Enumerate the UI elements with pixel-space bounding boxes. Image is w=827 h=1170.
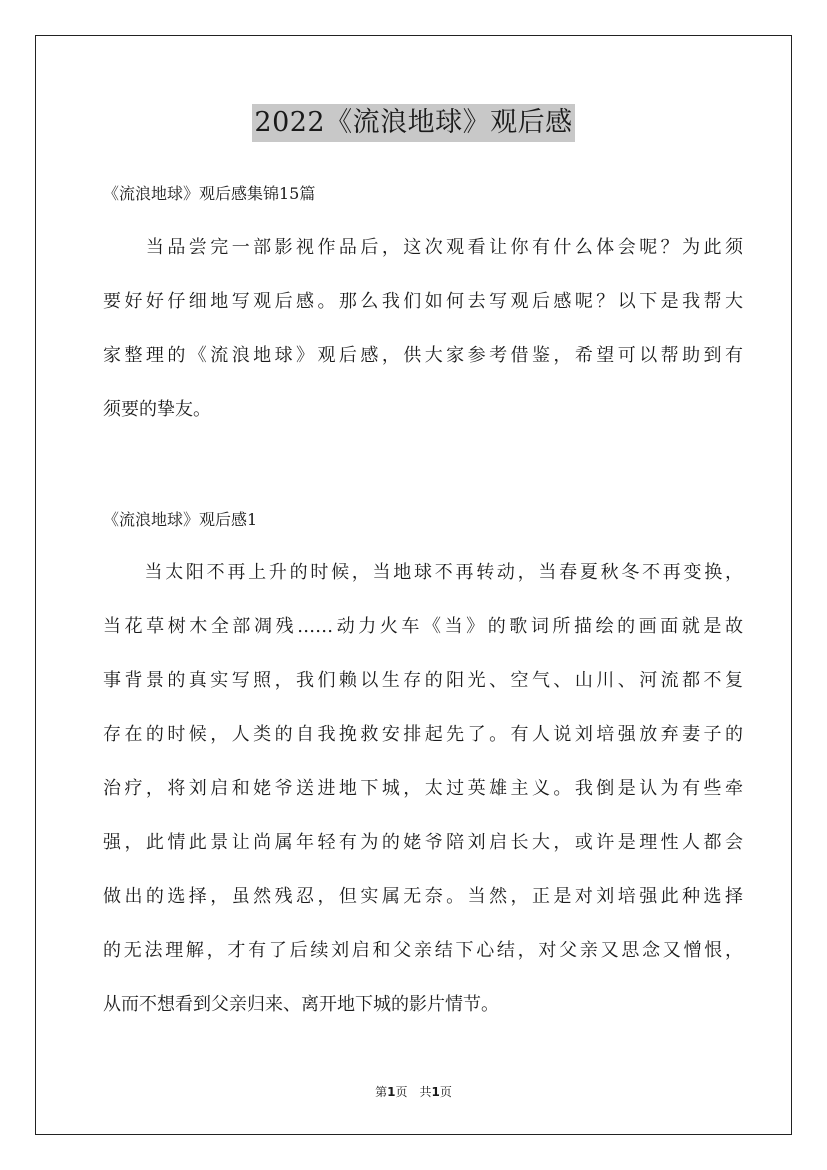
intro-line: 要好好仔细地写观后感。那么我们如何去写观后感呢？以下是我帮大 [103, 291, 743, 312]
page-footer [0, 1084, 827, 1100]
essay-line: 的无法理解，才有了后续刘启和父亲结下心结，对父亲又思念又憎恨， [103, 940, 743, 961]
document-title-wrap [0, 104, 827, 142]
section-heading-essay-1: 《流浪地球》观后感1 [103, 510, 258, 529]
essay-line: 做出的选择，虽然残忍，但实属无奈。当然，正是对刘培强此种选择 [103, 886, 743, 907]
essay-line: 治疗，将刘启和姥爷送进地下城，太过英雄主义。我倒是认为有些牵 [103, 778, 743, 799]
essay-line: 事背景的真实写照，我们赖以生存的阳光、空气、山川、河流都不复 [103, 670, 743, 691]
document-title: 2022《流浪地球》观后感 [252, 104, 574, 142]
intro-paragraph [103, 221, 743, 437]
essay-1-paragraph [103, 546, 743, 1032]
page-number-prefix: 第 [375, 1085, 388, 1099]
page-number-mid: 页 共 [395, 1085, 432, 1099]
essay-line: 强，此情此景让尚属年轻有为的姥爷陪刘启长大，或许是理性人都会 [103, 832, 743, 853]
section-heading-collection: 《流浪地球》观后感集锦15篇 [103, 184, 316, 203]
essay-line: 从而不想看到父亲归来、离开地下城的影片情节。 [103, 994, 499, 1015]
page-number-suffix: 页 [439, 1085, 452, 1099]
essay-line: 当花草树木全部凋残……动力火车《当》的歌词所描绘的画面就是故 [103, 616, 743, 637]
essay-line: 存在的时候，人类的自我挽救安排起先了。有人说刘培强放弃妻子的 [103, 724, 743, 745]
intro-line: 当品尝完一部影视作品后，这次观看让你有什么体会呢？为此须 [103, 237, 743, 258]
page-number-total: 1 [431, 1085, 440, 1099]
intro-line: 家整理的《流浪地球》观后感，供大家参考借鉴，希望可以帮助到有 [103, 345, 743, 366]
intro-line: 须要的挚友。 [103, 399, 211, 420]
essay-line: 当太阳不再上升的时候，当地球不再转动，当春夏秋冬不再变换， [103, 562, 743, 583]
page-number-current: 1 [387, 1085, 396, 1099]
